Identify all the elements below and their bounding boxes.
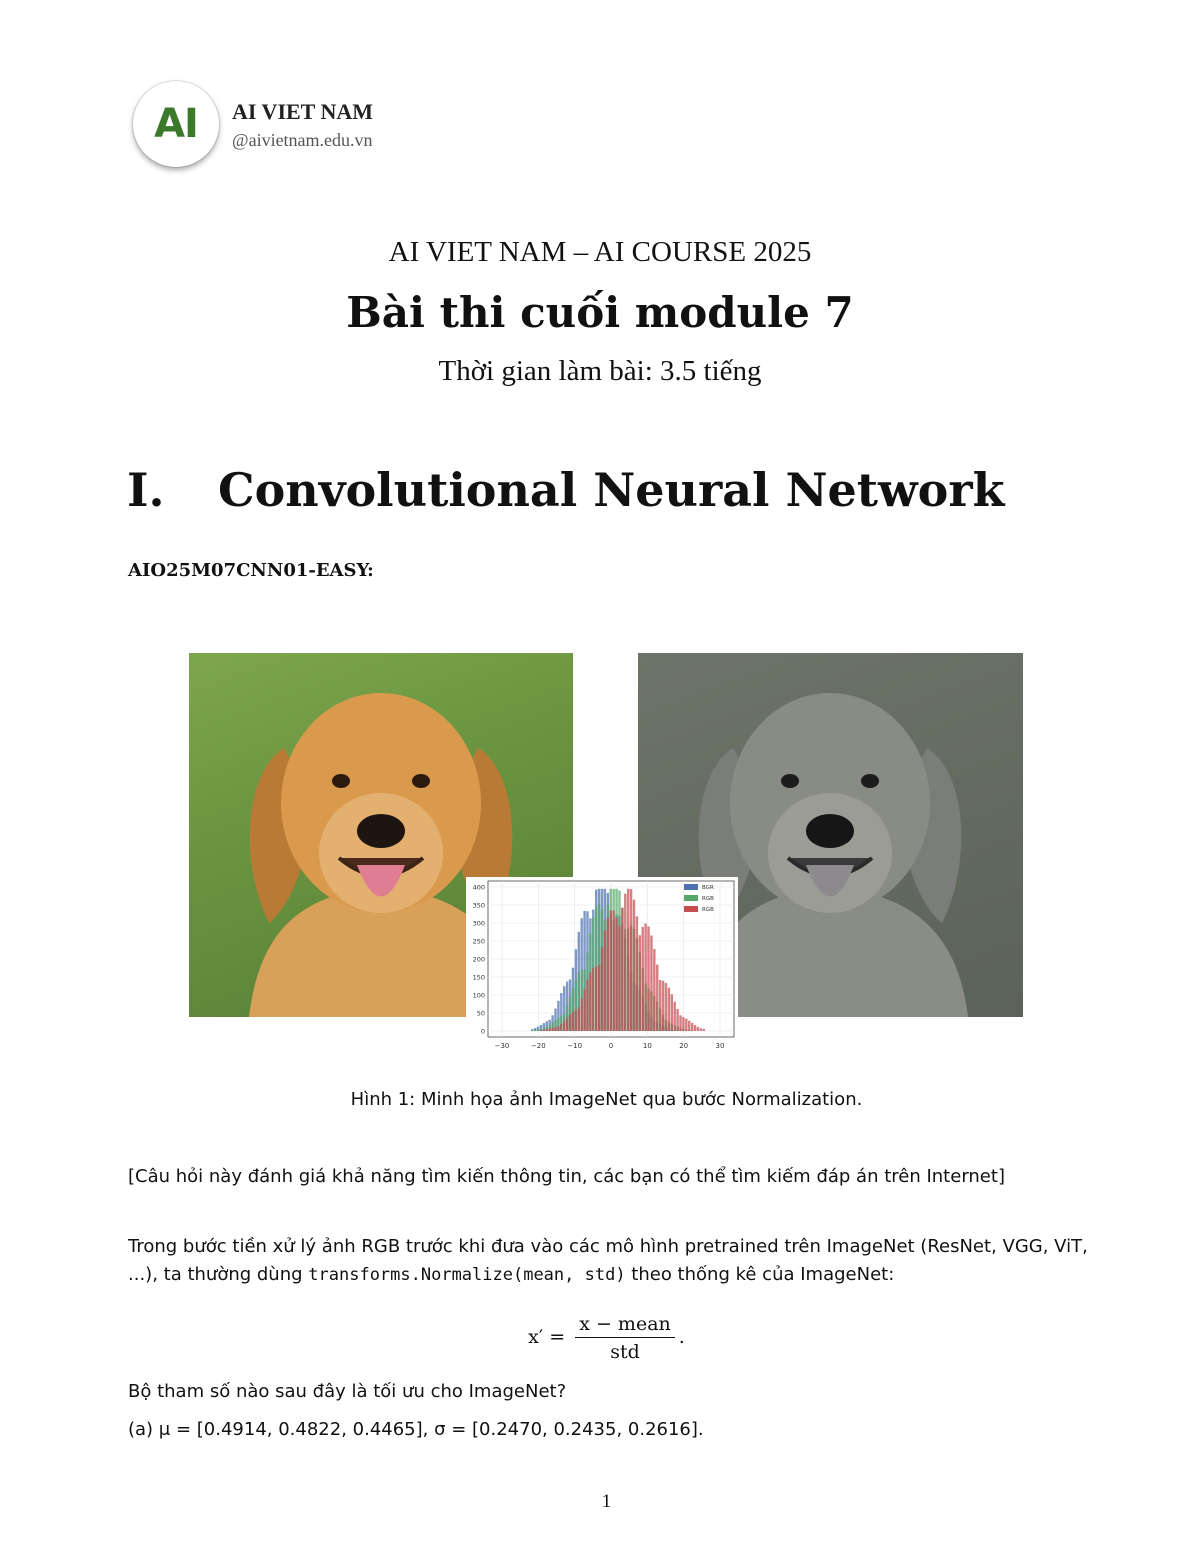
section-number: I.	[127, 463, 165, 517]
histogram-bar	[612, 911, 614, 1031]
logo-site: @aivietnam.edu.vn	[232, 130, 373, 150]
histogram-bar	[700, 1028, 702, 1031]
y-tick-label: 100	[472, 991, 485, 1000]
histogram-bar	[604, 931, 606, 1031]
histogram-bar	[624, 894, 626, 1031]
histogram-bar	[534, 1030, 536, 1031]
histogram-bar	[543, 1030, 545, 1031]
x-tick-label: −10	[567, 1042, 583, 1050]
legend-swatch	[684, 884, 698, 890]
legend-label: RGB	[702, 896, 714, 902]
exam-title: Bài thi cuối module 7	[346, 288, 854, 337]
histogram-bar	[647, 927, 649, 1031]
exam-duration: Thời gian làm bài: 3.5 tiếng	[438, 355, 762, 387]
y-tick-label: 300	[472, 919, 485, 928]
histogram-bar	[685, 1019, 687, 1031]
histogram-bar	[679, 1015, 681, 1031]
histogram-bar	[676, 1009, 678, 1031]
page-number: 1	[601, 1491, 612, 1512]
histogram-bar	[659, 980, 661, 1031]
histogram-bar	[682, 1017, 684, 1031]
x-tick-label: 20	[679, 1042, 689, 1050]
histogram-bar	[557, 1026, 559, 1031]
histogram-bar	[697, 1027, 699, 1031]
histogram-bar	[586, 980, 588, 1031]
histogram-bar	[633, 900, 635, 1031]
histogram-bar	[653, 949, 655, 1031]
histogram-bar	[630, 889, 632, 1031]
x-tick-label: 30	[715, 1042, 725, 1050]
x-tick-label: 0	[608, 1042, 614, 1050]
y-tick-label: 150	[472, 973, 485, 982]
question-note: [Câu hỏi này đánh giá khả năng tìm kiến thông tin, các bạn có thể tìm kiếm đáp án trên Internet]	[128, 1166, 1005, 1187]
y-tick-label: 350	[472, 901, 485, 910]
formula-lhs: x′ =	[528, 1326, 566, 1348]
histogram-bar	[563, 1021, 565, 1031]
y-tick-label: 400	[472, 883, 485, 892]
histogram-bar	[549, 1028, 551, 1031]
formula-denominator: std	[610, 1341, 640, 1363]
formula-fraction	[575, 1313, 675, 1363]
legend-label: RGB	[702, 907, 714, 913]
histogram-inset	[466, 877, 738, 1053]
histogram-bar	[610, 910, 612, 1031]
formula-numerator: x − mean	[575, 1313, 675, 1338]
logo	[133, 81, 219, 167]
histogram-bar	[656, 965, 658, 1031]
histogram-bar	[688, 1021, 690, 1031]
histogram-bar	[598, 965, 600, 1031]
histogram-bar	[644, 924, 646, 1031]
question-id: AIO25M07CNN01-EASY:	[128, 560, 374, 581]
body-text-1: Trong bước tiền xử lý ảnh RGB trước khi đưa vào các mô hình pretrained trên ImageNet (ResNet, VGG, ViT, ...), ta thường dùng	[128, 1236, 1088, 1285]
histogram-bar	[694, 1025, 696, 1031]
histogram-bar	[662, 981, 664, 1031]
legend-swatch	[684, 906, 698, 912]
histogram-bar	[627, 889, 629, 1031]
histogram-bar	[589, 972, 591, 1031]
x-tick-label: −30	[494, 1042, 510, 1050]
logo-mark: AI	[154, 101, 198, 147]
histogram-bar	[703, 1029, 705, 1031]
histogram-bar	[691, 1023, 693, 1031]
y-tick-label: 50	[476, 1009, 485, 1018]
y-tick-label: 250	[472, 937, 485, 946]
normalization-formula	[0, 1313, 1200, 1363]
histogram-bar	[607, 917, 609, 1031]
histogram-bar	[531, 1030, 533, 1031]
histogram-bar	[592, 968, 594, 1031]
histogram-bar	[621, 908, 623, 1031]
histogram-bar	[572, 1012, 574, 1031]
histogram-bar	[618, 926, 620, 1031]
histogram-bar	[546, 1029, 548, 1031]
histogram-bar	[615, 918, 617, 1031]
histogram-bar	[537, 1029, 539, 1031]
legend-swatch	[684, 895, 698, 901]
histogram-bar	[642, 927, 644, 1031]
histogram-bar	[668, 988, 670, 1031]
body-text-2: theo thống kê của ImageNet:	[625, 1264, 895, 1285]
histogram-bar	[551, 1028, 553, 1031]
question-prompt: Bộ tham số nào sau đây là tối ưu cho ImageNet?	[128, 1381, 567, 1402]
histogram-bar	[575, 1010, 577, 1031]
option-a: (a) μ = [0.4914, 0.4822, 0.4465], σ = [0.2470, 0.2435, 0.2616].	[128, 1419, 704, 1440]
histogram-bar	[540, 1030, 542, 1031]
histogram-bar	[636, 916, 638, 1031]
x-tick-label: 10	[642, 1042, 652, 1050]
body-code: transforms.Normalize(mean, std)	[308, 1265, 626, 1285]
figure-caption: Hình 1: Minh họa ảnh ImageNet qua bước Normalization.	[350, 1089, 863, 1110]
histogram-bar	[569, 1015, 571, 1031]
histogram-bar	[583, 989, 585, 1031]
legend-label: BGR	[702, 885, 714, 891]
logo-name: AI VIET NAM	[232, 99, 373, 124]
histogram-bar	[601, 947, 603, 1031]
histogram-bar	[554, 1027, 556, 1031]
y-tick-label: 200	[472, 955, 485, 964]
histogram-bar	[639, 935, 641, 1031]
y-tick-label: 0	[480, 1027, 485, 1036]
histogram-bar	[673, 1002, 675, 1031]
histogram-bar	[665, 983, 667, 1031]
histogram-bar	[595, 967, 597, 1031]
histogram-bar	[578, 1007, 580, 1031]
histogram-bar	[560, 1024, 562, 1031]
course-title: AI VIET NAM – AI COURSE 2025	[388, 236, 812, 268]
section-title: Convolutional Neural Network	[218, 463, 1005, 517]
histogram-bar	[671, 994, 673, 1031]
histogram-bar	[650, 935, 652, 1031]
histogram-bar	[580, 998, 582, 1031]
question-body	[128, 1233, 1088, 1289]
formula-end: .	[678, 1326, 685, 1348]
histogram-bar	[566, 1018, 568, 1031]
x-tick-label: −20	[530, 1042, 546, 1050]
